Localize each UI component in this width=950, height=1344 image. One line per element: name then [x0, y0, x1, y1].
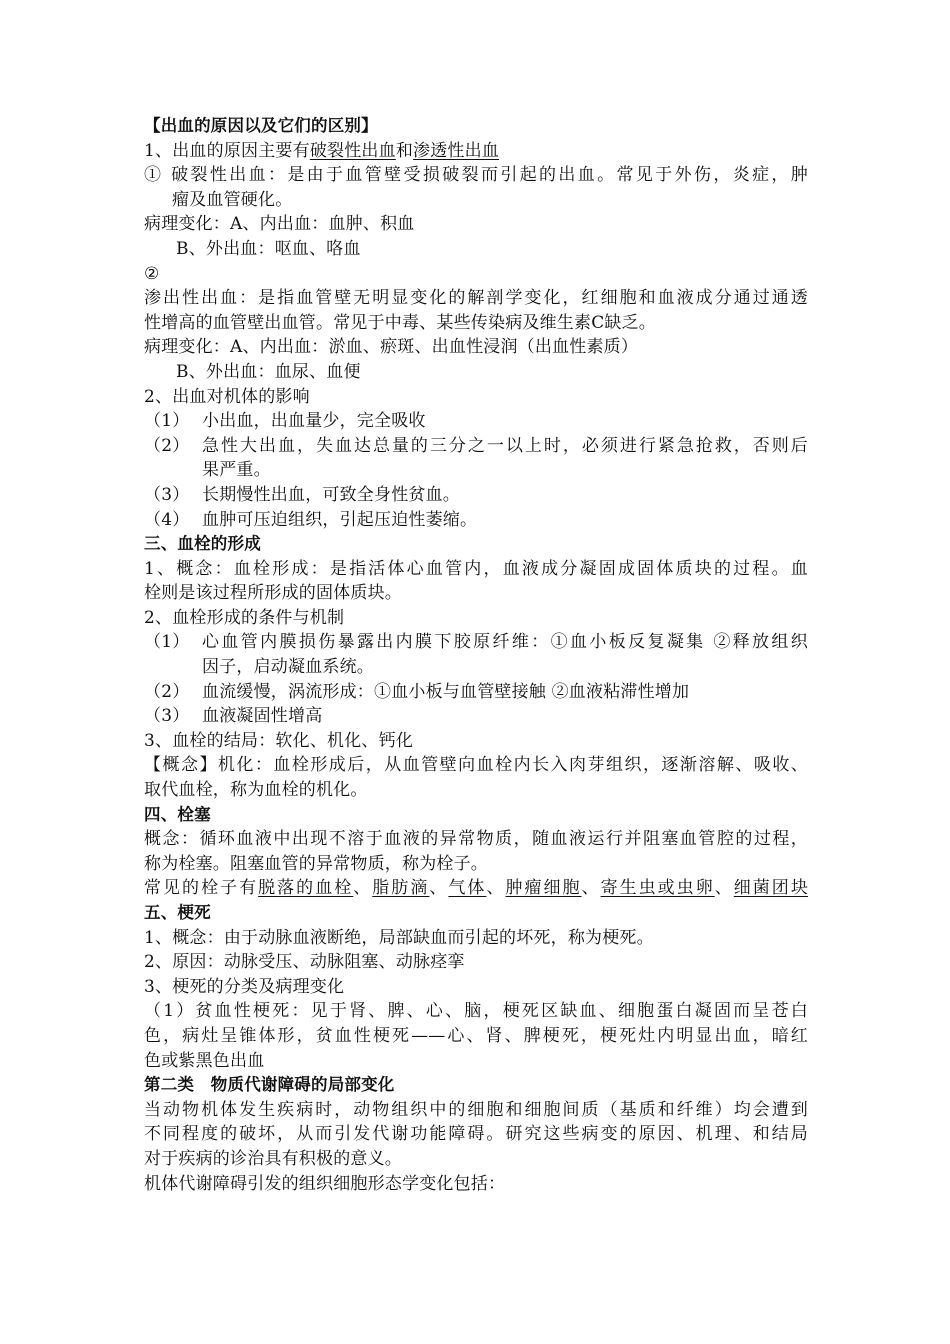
list-number: （3） [144, 484, 190, 505]
rupture-bleeding-line2: 瘤及血管硬化。 [172, 189, 293, 210]
bleeding-causes-line [144, 139, 808, 164]
section-heading-embolism: 四、栓塞 [144, 804, 211, 824]
diapedesis-bleeding-line1: 渗出性出血：是指血管壁无明显变化的解剖学变化，红细胞和血液成分通过通透 [144, 288, 808, 309]
list-text-line: 心血管内膜损伤暴露出内膜下胶原纤维：①血小板反复凝集 ②释放组织 [202, 632, 808, 653]
list-number: （3） [144, 706, 190, 727]
pathology-change-2b: B、外出血：血尿、血便 [176, 361, 361, 382]
pathology-change-1: 病理变化：A、内出血：血肿、积血 [144, 214, 415, 235]
rupture-bleeding-line1: ① 破裂性出血：是由于血管壁受损破裂而引起的出血。常见于外伤，炎症，肿 [144, 165, 808, 186]
separator: 、 [581, 878, 601, 899]
metabolism-changes-line: 机体代谢障碍引发的组织细胞形态学变化包括： [144, 1173, 506, 1194]
document-body [144, 114, 808, 1196]
section-heading-thrombus: 三、血栓的形成 [144, 534, 261, 554]
infarction-causes: 2、原因：动脉受压、动脉阻塞、动脉痉挛 [144, 952, 465, 973]
list-text: 血肿可压迫组织，引起压迫性萎缩。 [202, 509, 478, 530]
underlined-term: 肿瘤细胞 [505, 878, 582, 899]
list-text: 血流缓慢，涡流形成：①血小板与血管壁接触 ②血液粘滞性增加 [202, 681, 690, 702]
organization-concept-line2: 取代血栓，称为血栓的机化。 [144, 780, 368, 801]
underlined-term: 脱落的血栓 [258, 878, 354, 899]
anemic-infarct-line2: 色，病灶呈锥体形，贫血性梗死——心、肾、脾梗死，梗死灶内明显出血，暗红 [144, 1025, 808, 1046]
list-text [202, 434, 808, 483]
list-text [202, 630, 808, 679]
list-text: 血液凝固性增高 [202, 706, 323, 727]
thrombus-concept-line2: 栓则是该过程所形成的固体质块。 [144, 583, 402, 604]
underlined-term: 气体 [448, 878, 487, 899]
embolism-concept-line2: 称为栓塞。阻塞血管的异常物质，称为栓子。 [144, 853, 488, 874]
metabolism-intro-line3: 对于疾病的诊治具有积极的意义。 [144, 1148, 402, 1169]
list-item [144, 409, 808, 434]
separator: 、 [353, 878, 373, 899]
section-heading-infarction: 五、梗死 [144, 903, 211, 922]
anemic-infarct-line3: 色或紫黑色出血 [144, 1050, 265, 1071]
list-text-line: 因子，启动凝血系统。 [202, 657, 374, 678]
list-item [144, 483, 808, 508]
list-text-line: 急性大出血，失血达总量的三分之一以上时，必须进行紧急抢救，否则后 [202, 435, 808, 456]
infarction-types-heading: 3、梗死的分类及病理变化 [144, 976, 345, 997]
list-number: （2） [144, 435, 190, 456]
list-text-line: 果严重。 [202, 460, 271, 481]
list-number: （4） [144, 509, 190, 530]
diapedesis-bleeding-line2: 性增高的血管壁出血管。常见于中毒、某些传染病及维生素C缺乏。 [144, 312, 657, 333]
pathology-change-2: 病理变化：A、内出血：淤血、瘀斑、出血性浸润（出血性素质） [144, 337, 639, 358]
text: 常见的栓子有 [144, 878, 259, 899]
list-item [144, 704, 808, 729]
thrombus-outcome: 3、血栓的结局：软化、机化、钙化 [144, 730, 414, 751]
separator: 、 [486, 878, 506, 899]
underlined-term: 细菌团块 [733, 878, 809, 899]
thrombus-conditions-heading: 2、血栓形成的条件与机制 [144, 607, 345, 628]
list-text: 长期慢性出血，可致全身性贫血。 [202, 484, 460, 505]
underlined-term: 渗透性出血 [413, 140, 500, 161]
underlined-term: 寄生虫或虫卵 [600, 878, 715, 899]
list-item [144, 630, 808, 679]
separator: 、 [714, 878, 734, 899]
metabolism-intro-line2: 不同程度的破坏，从而引发代谢功能障碍。研究这些病变的原因、机理、和结局 [144, 1124, 808, 1145]
list-number: （1） [144, 411, 190, 432]
underlined-term: 脂肪滴 [372, 878, 430, 899]
anemic-infarct-line1: （1）贫血性梗死：见于肾、脾、心、脑，梗死区缺血、细胞蛋白凝固而呈苍白 [144, 1001, 808, 1022]
section-heading-metabolism: 第二类 物质代谢障碍的局部变化 [144, 1075, 395, 1095]
bleeding-effects-heading: 2、出血对机体的影响 [144, 386, 310, 407]
list-text: 小出血，出血量少，完全吸收 [202, 411, 426, 432]
text: 和 [395, 140, 414, 161]
list-item [144, 680, 808, 705]
list-item [144, 508, 808, 533]
infarction-concept: 1、概念：由于动脉血液断绝，局部缺血而引起的坏死，称为梗死。 [144, 927, 654, 948]
metabolism-intro-line1: 当动物机体发生疾病时，动物组织中的细胞和细胞间质（基质和纤维）均会遭到 [144, 1099, 808, 1120]
section-heading-bleeding: 【出血的原因以及它们的区别】 [144, 116, 378, 135]
list-item [144, 434, 808, 483]
underlined-term: 破裂性出血 [309, 140, 396, 161]
text: 1、出血的原因主要有 [144, 140, 310, 161]
organization-concept-line1: 【概念】机化：血栓形成后，从血管壁向血栓内长入肉芽组织，逐渐溶解、吸收、 [144, 755, 808, 776]
thrombus-concept-line1: 1、概念：血栓形成：是指活体心血管内，血液成分凝固成固体质块的过程。血 [144, 558, 808, 579]
separator: 、 [429, 878, 449, 899]
circle-two-marker: ② [144, 263, 160, 284]
list-number: （2） [144, 681, 190, 702]
list-number: （1） [144, 632, 190, 653]
embolism-concept-line1: 概念：循环血液中出现不溶于血液的异常物质，随血液运行并阻塞血管腔的过程， [144, 829, 808, 850]
pathology-change-1b: B、外出血：呕血、咯血 [176, 238, 361, 259]
embolus-types-line [144, 876, 808, 901]
